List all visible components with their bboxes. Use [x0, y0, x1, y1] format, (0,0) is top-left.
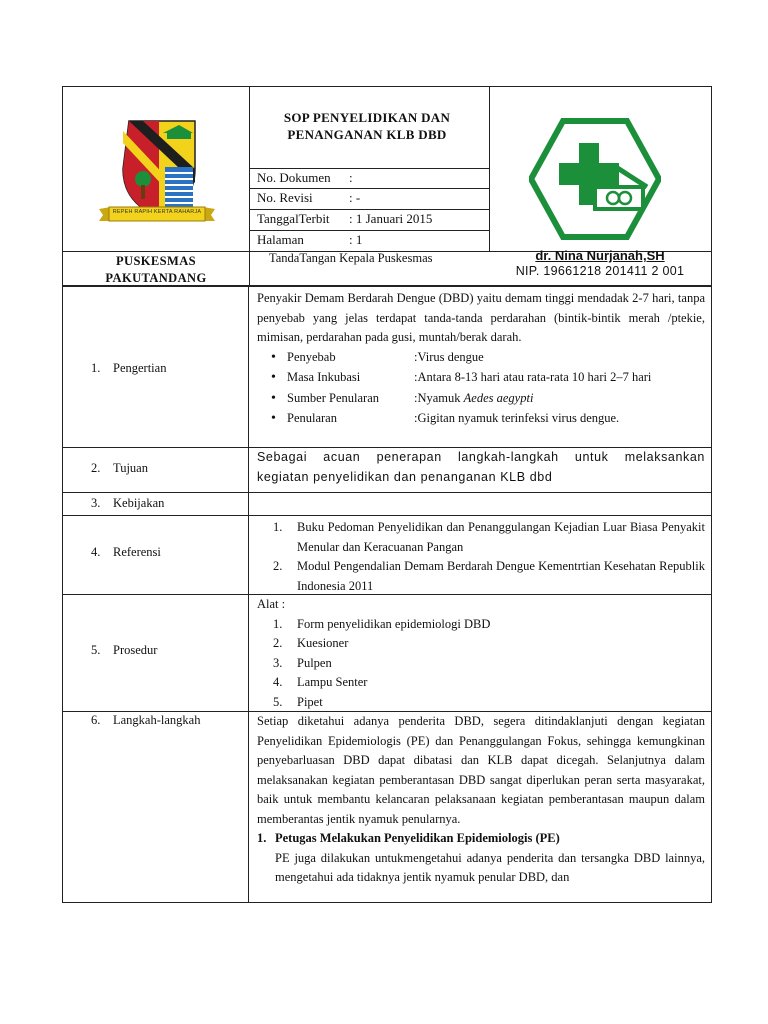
page-row: Halaman : 1 [257, 232, 363, 247]
section-label: Prosedur [113, 643, 158, 657]
tools-label: Alat : [257, 597, 286, 611]
list-item: 2. Modul Pengendalian Demam Berdarah Dengue Kementrtian Kesehatan Republik Indonesia 2011 [273, 559, 705, 593]
signature-label: TandaTangan Kepala Puskesmas [269, 251, 433, 265]
purpose-line-1: Sebagai acuan penerapan langkah-langkah untuk melaksankan [257, 450, 705, 464]
section-label: Referensi [113, 545, 161, 559]
reference-list [257, 518, 705, 596]
publish-date-row: TanggalTerbit : 1 Januari 2015 [257, 211, 433, 226]
step-heading: 1. Petugas Melakukan Penyelidikan Epidemiologis (PE) [257, 831, 560, 845]
section-tujuan: 2. Tujuan Sebagai acuan penerapan langkah-langkah untuk melaksankan kegiatan penyelidikan dan penanganan KLB dbd [63, 447, 711, 492]
section-label: Kebijakan [113, 496, 165, 510]
list-item: 1. Form penyelidikan epidemiologi DBD [273, 616, 491, 631]
list-item: 1. Buku Pedoman Penyelidikan dan Penanggulangan Kejadian Luar Biasa Penyakit Menular dan Keracuanan Pangan [273, 520, 705, 554]
section-kebijakan: 3. Kebijakan [63, 492, 711, 515]
logo-motto-text: REPEH RAPIH KERTA RAHARJA [112, 209, 202, 215]
sop-content-table [62, 286, 712, 903]
list-item: 3. Pulpen [273, 655, 332, 670]
steps-paragraph: Setiap diketahui adanya penderita DBD, segera ditindaklanjuti dengan kegiatan Penyelidikan Epidemiologis (PE) dan Penanggulangan Fokus, sehingga kemungkinan penyebarluasan DBD dapat dibatasi dan KLB dapat dicegah. Selanjutnya dalam melaksanakan kegiatan pemberantasan DBD sangat diperlukan peran serta masyarakat, baik untuk membantu kelancaran pelaksanaan kegiatan pemberantasan maupun dalam memberantas jentik nyamuk penularnya. [257, 714, 705, 826]
revision-row: No. Revisi : - [257, 190, 361, 205]
section-pengertian: 1. Pengertian Penyakir Demam Berdarah Dengue (DBD) yaitu demam tinggi mendadak 2-7 hari, tanpa penyebab yang jelas terdapat tanda-tanda perdarahan (bintik-bintik merah /ptekie, mimisan, perdarahan pada gusi, muntah/berak darah. • Penyebab :Virus dengue • Masa Inkubasi :Antara 8-13 hari atau rata-rata 10 hari 2–7 hari • Sumber Penularan :Nyamuk Aedes aegypti • Penularan :Gigitan nyamuk terinfeksi virus dengue. [63, 286, 711, 447]
section-referensi: 4. Referensi 1. Buku Pedoman Penyelidikan dan Penanggulangan Kejadian Luar Biasa Penyakit Menular dan Keracuanan Pangan 2. Modul Pengendalian Demam Berdarah Dengue Kementrtian Kesehatan Republik Indonesia 2011 [63, 515, 711, 594]
puskesmas-logo [529, 117, 661, 241]
head-nip: NIP. 19661218 201411 2 001 [515, 264, 685, 278]
list-item: • Penularan :Gigitan nyamuk terinfeksi virus dengue. [271, 409, 705, 430]
doc-number-row: No. Dokumen : [257, 170, 353, 185]
step-text: PE juga dilakukan untukmengetahui adanya penderita dan tersangka DBD lainnya, mengetahui ada tidaknya jentik nyamuk penular DBD, dan [275, 850, 705, 884]
purpose-line-2: kegiatan penyelidikan dan penanganan KLB dbd [257, 469, 553, 484]
section-label: Tujuan [113, 461, 148, 475]
section-prosedur: 5. Prosedur Alat : 1. Form penyelidikan epidemiologi DBD 2. Kuesioner 3. Pulpen 4. Lampu Senter 5. Pipet [63, 594, 711, 711]
tools-list [257, 615, 705, 713]
definition-text: Penyakir Demam Berdarah Dengue (DBD) yaitu demam tinggi mendadak 2-7 hari, tanpa penyebab yang jelas terdapat tanda-tanda perdarahan (bintik-bintik merah /ptekie, mimisan, perdarahan pada gusi, muntah/berak darah. [257, 291, 705, 344]
list-item: 2. Kuesioner [273, 636, 349, 650]
list-item: • Sumber Penularan :Nyamuk Aedes aegypti [271, 389, 705, 410]
head-name: dr. Nina Nurjanah,SH [535, 248, 665, 263]
definition-list [257, 348, 705, 430]
organization-name: PUSKESMAS PAKUTANDANG [105, 254, 207, 285]
section-label: Pengertian [113, 361, 167, 375]
section-langkah: 6. Langkah-langkah Setiap diketahui adanya penderita DBD, segera ditindaklanjuti dengan kegiatan Penyelidikan Epidemiologis (PE) dan Penanggulangan Fokus, sehingga kemungkinan penyebarluasan DBD dapat dibatasi dan KLB dapat dicegah. Selanjutnya dalam melaksanakan kegiatan pemberantasan DBD sangat diperlukan peran serta masyarakat, baik untuk membantu kelancaran pelaksanaan kegiatan pemberantasan maupun dalam memberantas jentik nyamuk penularnya. 1. Petugas Melakukan Penyelidikan Epidemiologis (PE) PE juga dilakukan untukmengetahui adanya penderita dan tersangka DBD lainnya, mengetahui ada tidaknya jentik nyamuk penular DBD, dan [63, 711, 711, 902]
section-label: Langkah-langkah [113, 713, 201, 727]
sop-header [62, 86, 712, 286]
list-item: • Masa Inkubasi :Antara 8-13 hari atau rata-rata 10 hari 2–7 hari [271, 368, 705, 389]
regency-emblem-logo [83, 117, 231, 229]
list-item: • Penyebab :Virus dengue [271, 348, 705, 369]
sop-title: SOP PENYELIDIKAN DAN PENANGANAN KLB DBD [283, 110, 451, 142]
list-item: 5. Pipet [273, 694, 323, 709]
list-item: 4. Lampu Senter [273, 675, 368, 689]
